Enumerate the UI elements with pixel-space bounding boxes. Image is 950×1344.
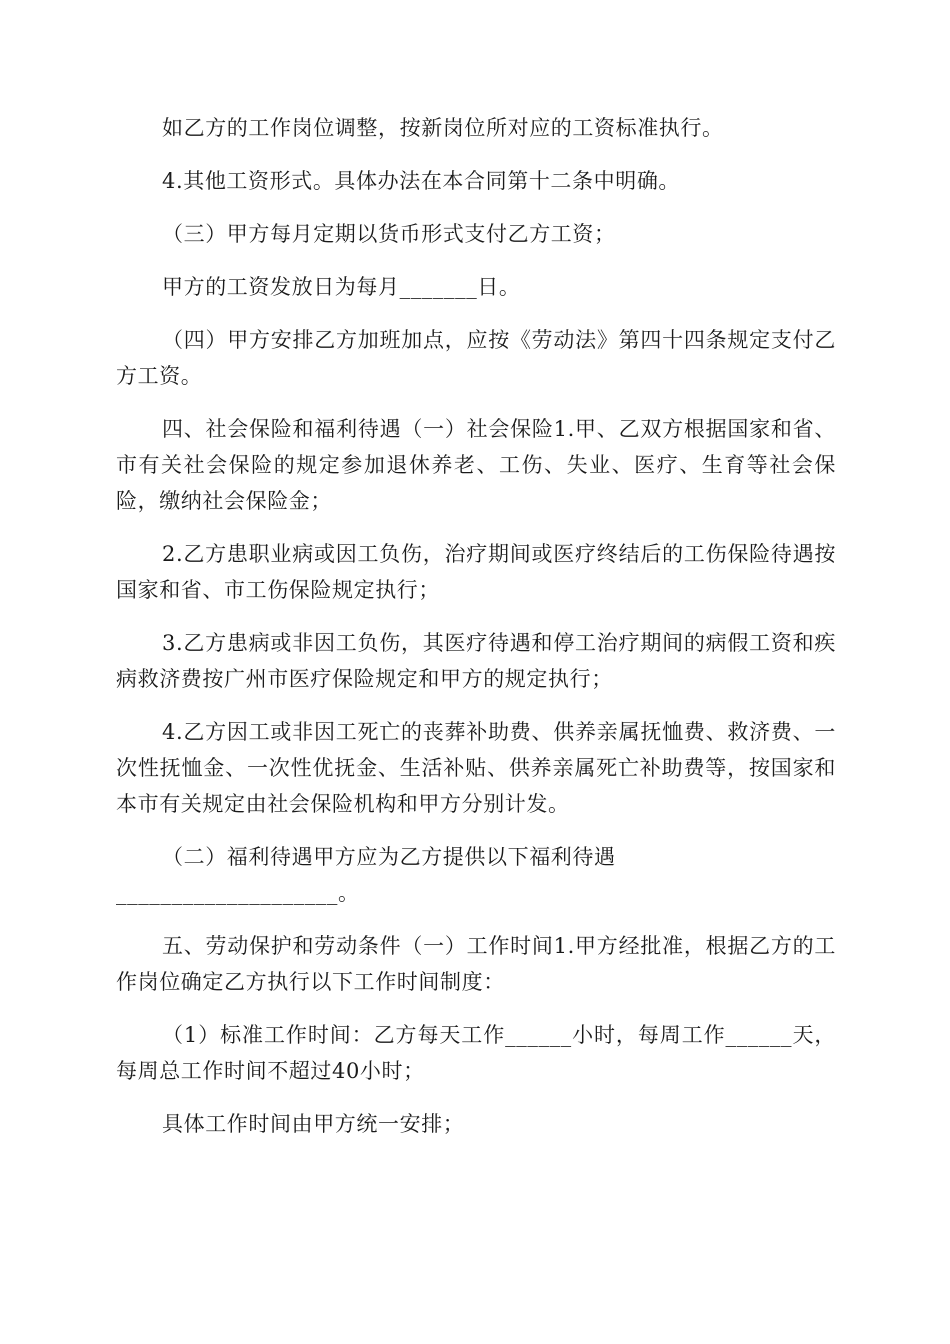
paragraph-welfare-blank: ____________________。 (116, 881, 360, 905)
paragraph-monthly-payment: （三）甲方每月定期以货币形式支付乙方工资； (162, 222, 616, 246)
paragraph-pay-day: 甲方的工资发放日为每月_______日。 (162, 275, 521, 299)
paragraph-overtime-pay: （四）甲方安排乙方加班加点，应按《劳动法》第四十四条规定支付乙方工资。 (116, 328, 836, 388)
paragraph-work-injury: 2.乙方患职业病或因工负伤，治疗期间或医疗终结后的工伤保险待遇按国家和省、市工伤保险规定执行； (116, 542, 836, 602)
paragraph-welfare-benefits: （二）福利待遇甲方应为乙方提供以下福利待遇 (162, 845, 616, 869)
paragraph-schedule-arrangement: 具体工作时间由甲方统一安排； (162, 1112, 465, 1136)
paragraph-illness-treatment: 3.乙方患病或非因工负伤，其医疗待遇和停工治疗期间的病假工资和疾病救济费按广州市医疗保险规定和甲方的规定执行； (116, 631, 836, 691)
paragraph-salary-adjustment: 如乙方的工作岗位调整，按新岗位所对应的工资标准执行。 (162, 116, 724, 140)
paragraph-death-benefits: 4.乙方因工或非因工死亡的丧葬补助费、供养亲属抚恤费、救济费、一次性抚恤金、一次性优抚金、生活补贴、供养亲属死亡补助费等，按国家和本市有关规定由社会保险机构和甲方分别计发。 (116, 720, 836, 816)
paragraph-labor-protection: 五、劳动保护和劳动条件（一）工作时间1.甲方经批准，根据乙方的工作岗位确定乙方执行以下工作时间制度： (116, 934, 836, 994)
document-body (116, 110, 836, 1159)
paragraph-other-wage-forms: 4.其他工资形式。具体办法在本合同第十二条中明确。 (162, 169, 681, 193)
paragraph-social-insurance: 四、社会保险和福利待遇（一）社会保险1.甲、乙双方根据国家和省、市有关社会保险的规定参加退休养老、工伤、失业、医疗、生育等社会保险，缴纳社会保险金； (116, 417, 836, 513)
paragraph-standard-hours: （1）标准工作时间：乙方每天工作______小时，每周工作______天，每周总工作时间不超过40小时； (116, 1023, 836, 1083)
